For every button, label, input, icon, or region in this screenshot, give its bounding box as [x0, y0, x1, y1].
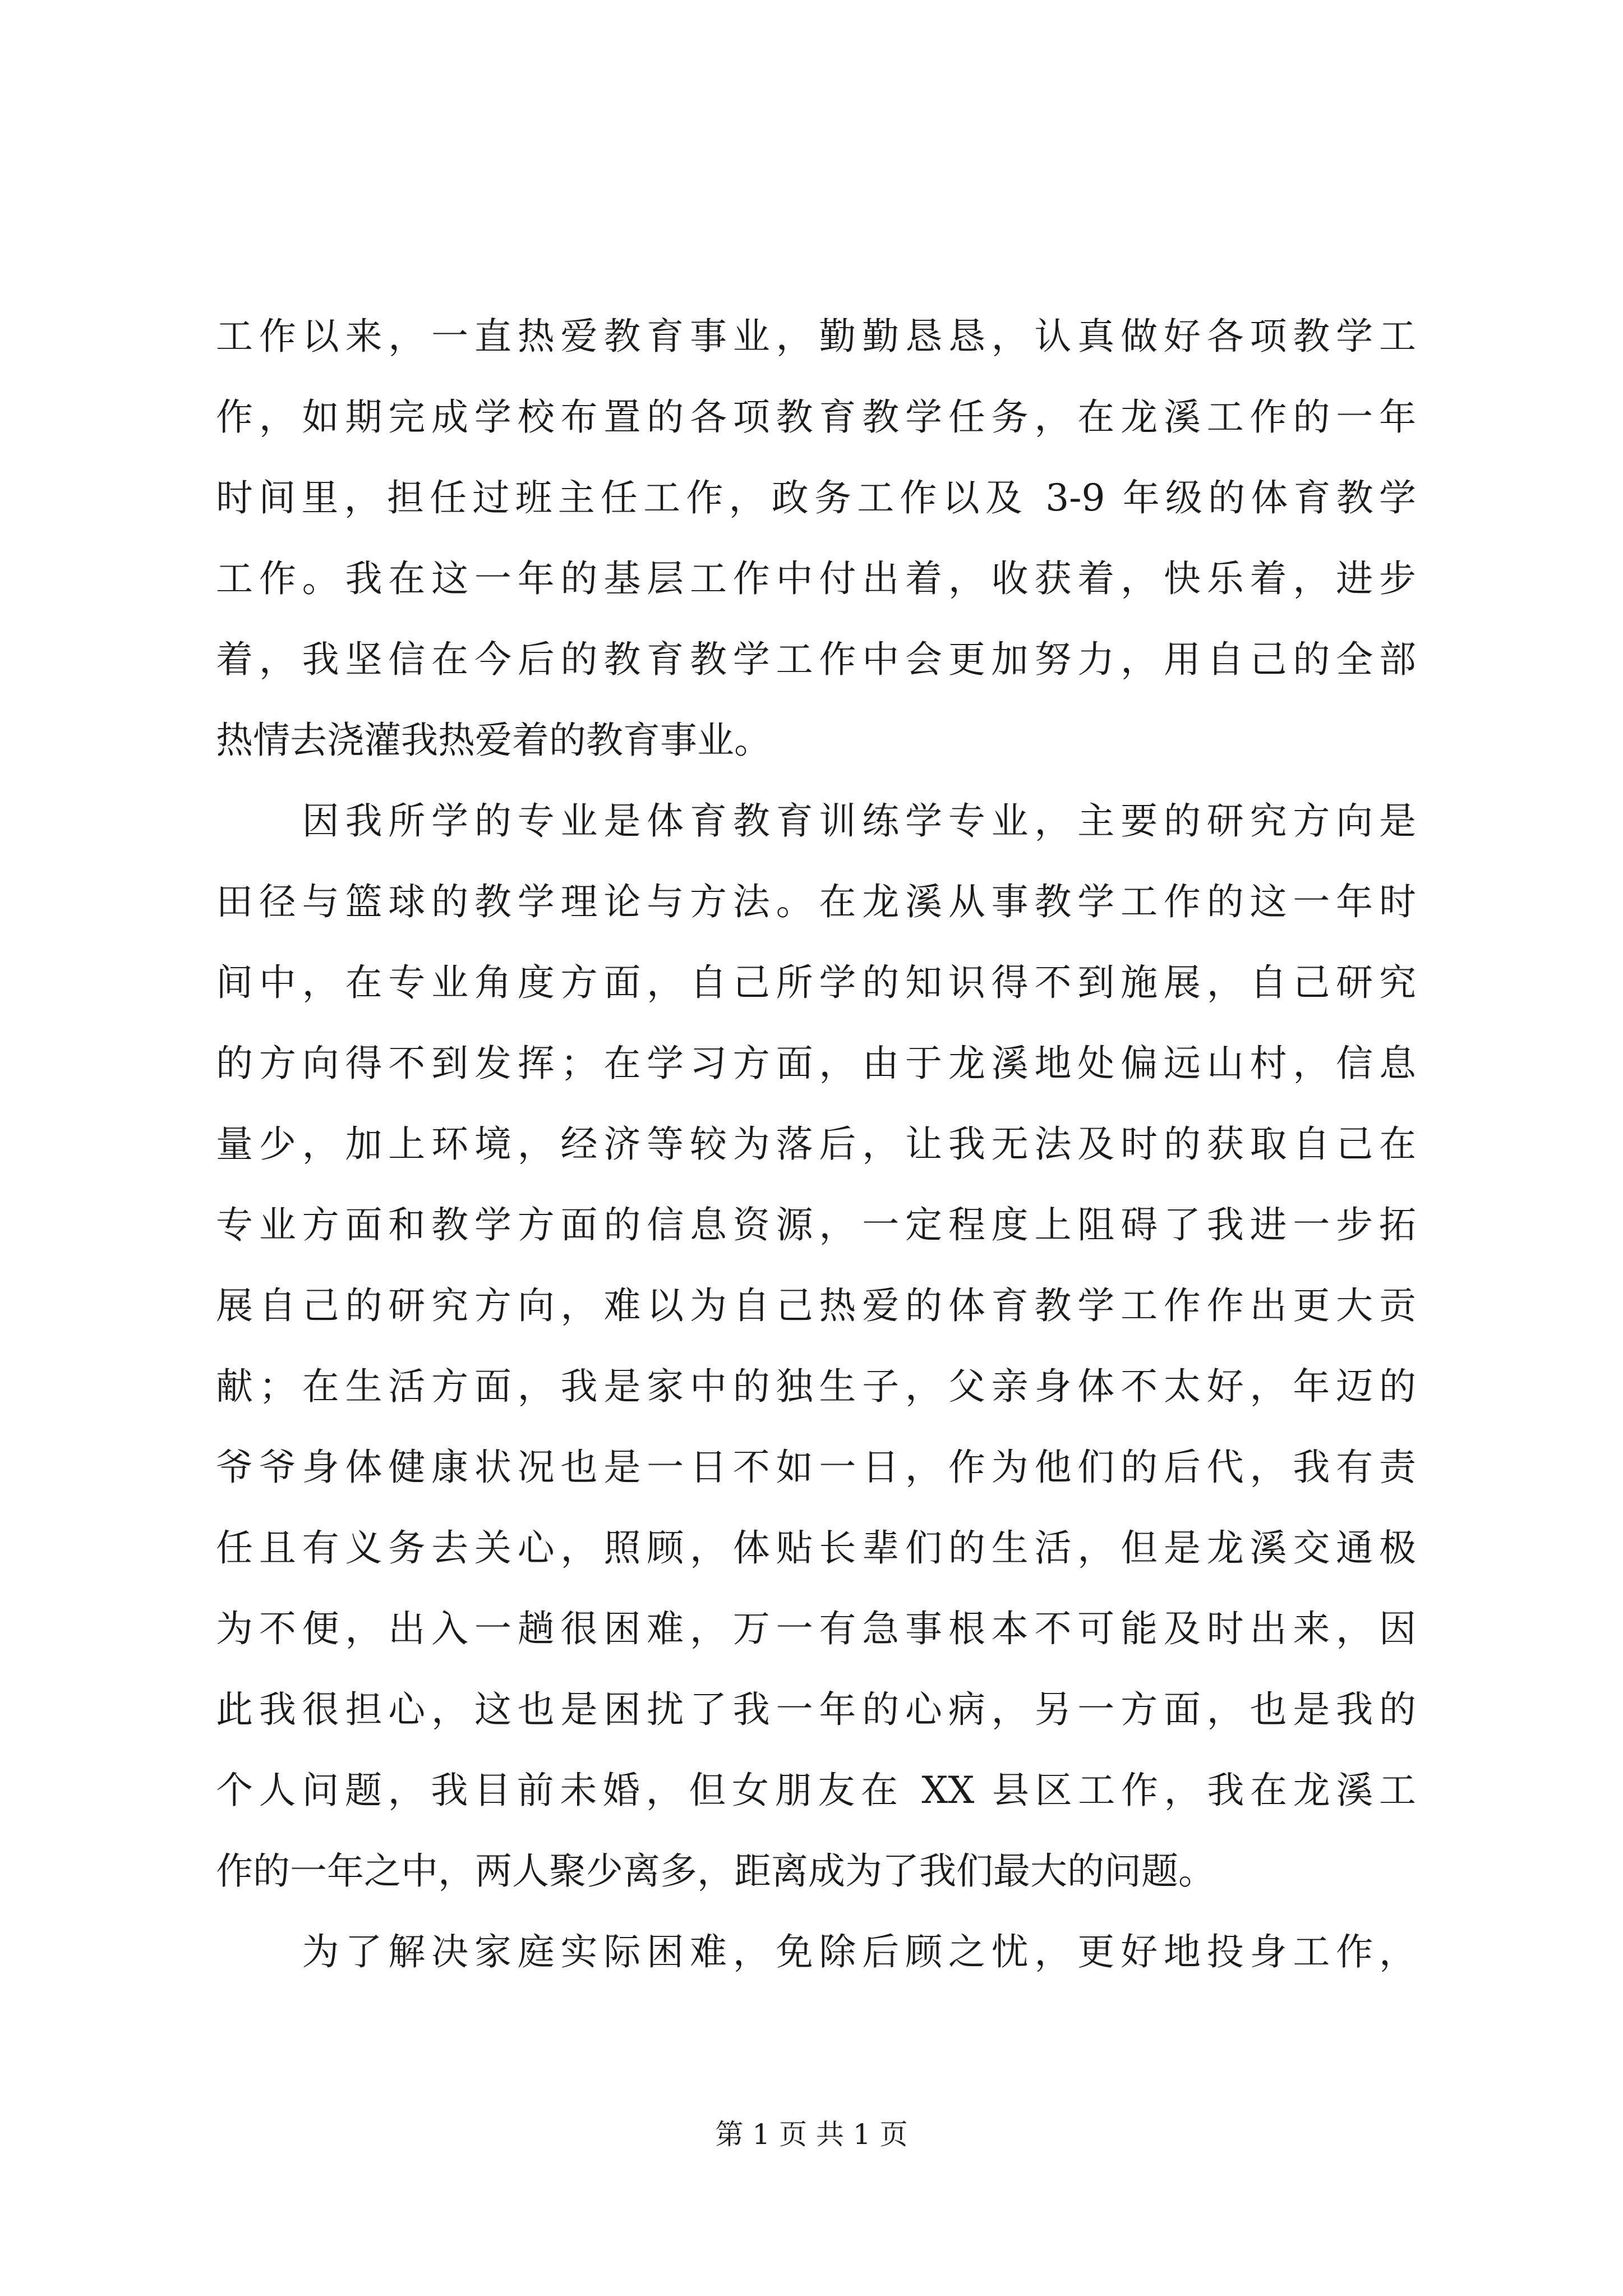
text-line: 为不便，出入一趟很困难，万一有急事根本不可能及时出来，因 [216, 1607, 1416, 1650]
text-line: 为了解决家庭实际困难，免除后顾之忧，更好地投身工作， [216, 1930, 1416, 1973]
text-line: 时间里，担任过班主任工作，政务工作以及 3-9 年级的体育教学 [216, 476, 1416, 519]
text-line: 此我很担心，这也是困扰了我一年的心病，另一方面，也是我的 [216, 1688, 1416, 1731]
text-line: 展自己的研究方向，难以为自己热爱的体育教学工作作出更大贡 [216, 1284, 1416, 1327]
text-line: 热情去浇灌我热爱着的教育事业。 [216, 719, 771, 762]
text-line: 着，我坚信在今后的教育教学工作中会更加努力，用自己的全部 [216, 638, 1416, 681]
text-line: 量少，加上环境，经济等较为落后，让我无法及时的获取自己在 [216, 1122, 1416, 1166]
page-footer: 第 1 页 共 1 页 [715, 2118, 908, 2151]
text-line: 工作。我在这一年的基层工作中付出着，收获着，快乐着，进步 [216, 557, 1416, 600]
text-line: 爷爷身体健康状况也是一日不如一日，作为他们的后代，我有责 [216, 1446, 1416, 1489]
text-line: 的方向得不到发挥；在学习方面，由于龙溪地处偏远山村，信息 [216, 1042, 1416, 1085]
text-line: 专业方面和教学方面的信息资源，一定程度上阻碍了我进一步拓 [216, 1203, 1416, 1246]
text-line: 作，如期完成学校布置的各项教育教学任务，在龙溪工作的一年 [216, 395, 1416, 439]
text-line: 工作以来，一直热爱教育事业，勤勤恳恳，认真做好各项教学工 [216, 315, 1416, 358]
text-line: 田径与篮球的教学理论与方法。在龙溪从事教学工作的这一年时 [216, 880, 1416, 923]
text-line: 献；在生活方面，我是家中的独生子，父亲身体不太好，年迈的 [216, 1365, 1416, 1408]
text-line: 因我所学的专业是体育教育训练学专业，主要的研究方向是 [216, 799, 1416, 843]
text-line: 个人问题，我目前未婚，但女朋友在 XX 县区工作，我在龙溪工 [216, 1769, 1416, 1812]
text-line: 作的一年之中，两人聚少离多，距离成为了我们最大的问题。 [216, 1849, 1215, 1893]
body-text [216, 296, 1416, 1993]
text-line: 任且有义务去关心，照顾，体贴长辈们的生活，但是龙溪交通极 [216, 1526, 1416, 1570]
text-line: 间中，在专业角度方面，自己所学的知识得不到施展，自己研究 [216, 961, 1416, 1004]
